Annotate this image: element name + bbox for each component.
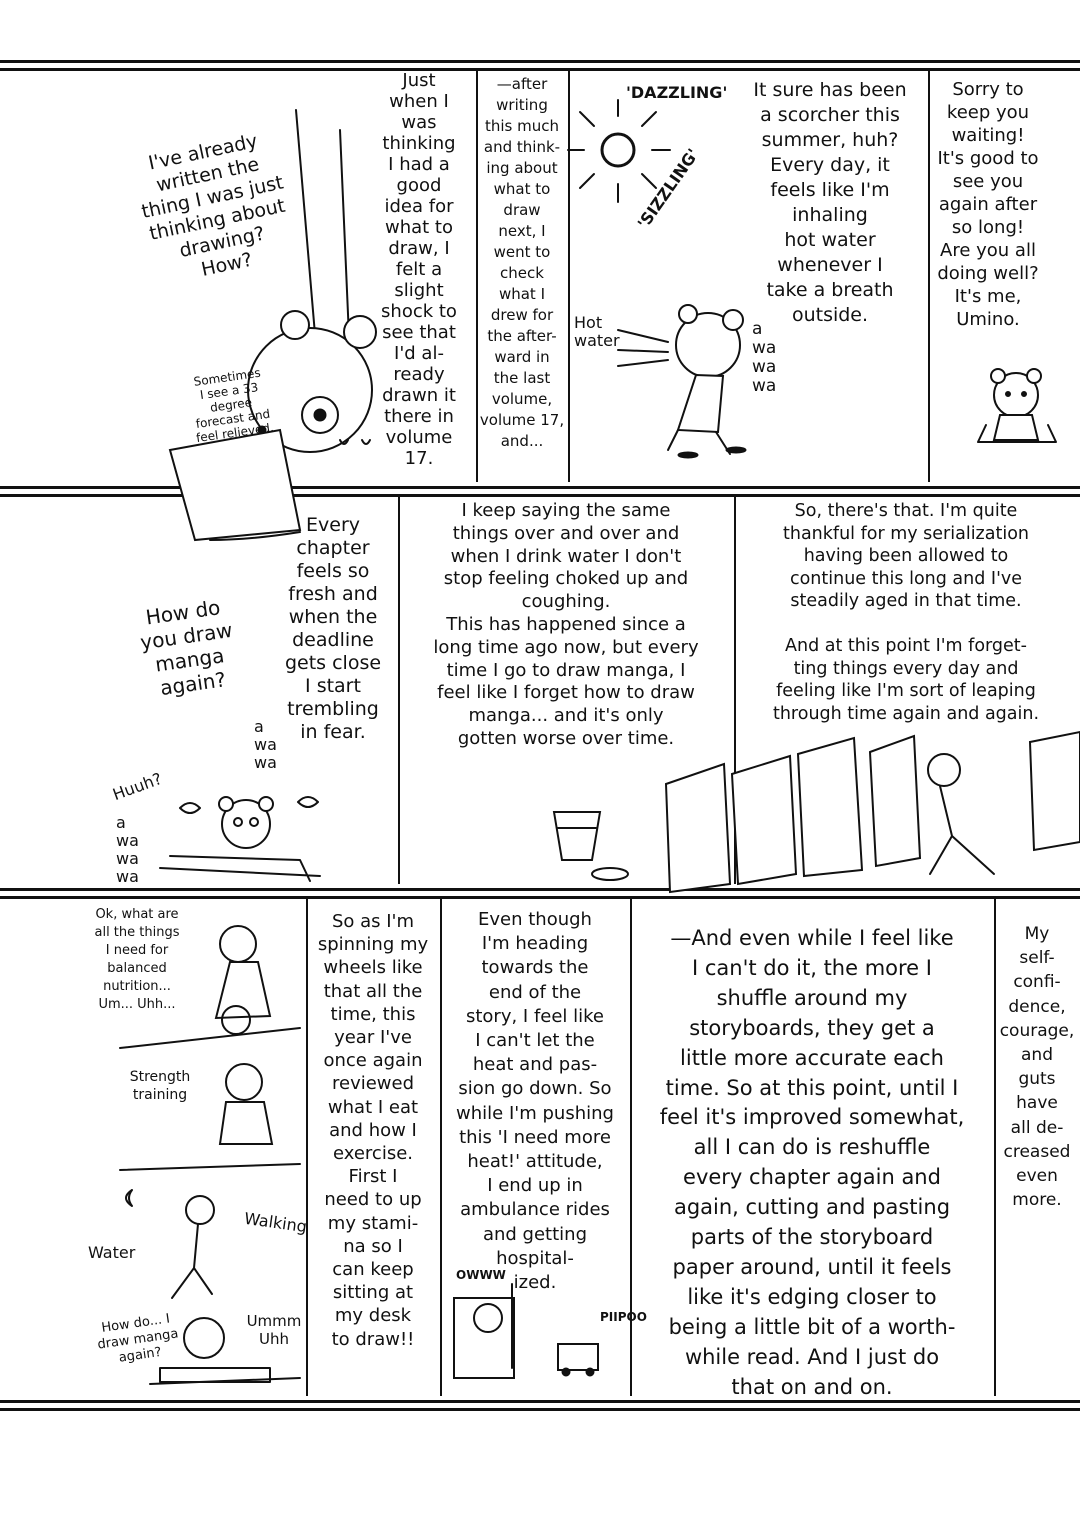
sfx-wawa: a wa wa wa <box>752 319 777 396</box>
panel-r1-5-text: Sorry to keep you waiting! It's good to see you again after so long! Are you all doing well? It's me, Umino. <box>937 79 1039 330</box>
walking-label: Walking <box>243 1208 309 1237</box>
sfx-dazzling: 'DAZZLING' <box>626 83 728 102</box>
panel-r3-4-text: —And even while I feel like I can't do it, the more I shuffle around my storyboards, they get a little more accurate each time. So at this point, until I feel it's improved somewhat, all I can do is reshuffle every chapter again and again, cutting and pasting parts of the storyboard paper around, until it feels like it's edging closer to being a little bit of a worth- while read. And I just do that on and on. <box>659 926 965 1399</box>
panel-r1-5 <box>928 70 1080 482</box>
thought-text: I've already written the thing I was just thinking about drawing? How? <box>139 129 288 281</box>
sfx-sizzling: 'SIZZLING' <box>633 145 703 233</box>
sfx-wawa-left: a wa wa wa <box>116 813 139 886</box>
sfx-piipoo: PIIPOO <box>600 1310 647 1324</box>
sfx-wawa-small: a wa wa <box>254 717 277 772</box>
panel-r3-2-text: So as I'm spinning my wheels like that all the time, this year I've once again reviewed what I eat and how I exercise. First I need to up my stami- na so I can keep sitting at my desk to draw!! <box>317 911 429 1350</box>
sfx-huuh: Huuh? <box>110 768 165 805</box>
panel-r2-1 <box>0 496 398 884</box>
panel-r1-4 <box>568 70 928 482</box>
hospital-and-ambulance-illustration <box>440 898 630 1396</box>
panel-r2-3-text: So, there's that. I'm quite thankful for my serialization having been allowed to continue this long and I've steadily aged in that time. And at this point I'm forget- ting things every day and feeling like I'm sort of leaping through time again and again. <box>772 501 1040 724</box>
hot-water-label: Hot water <box>574 313 620 350</box>
panel-r3-3-text: Even though I'm heading towards the end of the story, I feel like I can't let the heat and pas- sion go down. So while I'm pushing this 'I need more heat!' attitude, I end up in ambulance rides and getting hospital- ized. <box>456 909 614 1294</box>
howdo-text: How do... I draw manga again? <box>96 1311 180 1366</box>
bear-sitting-illustration <box>928 70 1080 482</box>
sfx-owww: OWWW <box>456 1268 506 1282</box>
water-label: Water <box>88 1243 136 1262</box>
panel-r3-5-text: My self- confi- dence, courage, and guts have all de- creased even more. <box>999 924 1075 1211</box>
book-text: Sometimes I see a 33 degree forecast and feel relieved. <box>192 365 275 446</box>
panel-r3-3 <box>440 898 647 1396</box>
strength-label: Strength training <box>129 1069 191 1103</box>
nutrition-text: Ok, what are all the things I need for balanced nutrition... Um... Uhh... <box>94 907 180 1012</box>
panel-r1-3-text: —after writing this much and think- ing about what to draw next, I went to check what I drew for the after- ward in the last volume, volume 17, and... <box>479 75 565 450</box>
bear-panicking-illustration <box>0 496 398 884</box>
ummm-text: Ummm Uhh <box>246 1312 302 1348</box>
water-glass-illustration <box>530 790 630 890</box>
doors-illustration <box>734 724 1080 894</box>
question-text: How do you draw manga again? <box>138 595 234 701</box>
panel-r3-1 <box>0 898 309 1396</box>
panel-r1-2-text: Just when I was thinking I had a good idea for what to draw, I felt a slight shock to see that I'd al- ready drawn it there in volume 17. <box>381 70 457 469</box>
panel-r2-1-text: Every chapter feels so fresh and when the deadline gets close I start trembling in fear. <box>284 514 382 743</box>
panel-r2-2-text: I keep saying the same things over and over and when I drink water I don't stop feeling choked up and coughing. This has happened since a long time ago now, but every time I go to draw manga, I feel like I forget how to draw manga... and it's only gotten worse over time. <box>433 500 699 749</box>
panel-r1-4-text: It sure has been a scorcher this summer, huh? Every day, it feels like I'm inhaling hot water whenever I take a breath outside. <box>753 79 907 326</box>
exercise-routine-illustration <box>0 898 309 1396</box>
